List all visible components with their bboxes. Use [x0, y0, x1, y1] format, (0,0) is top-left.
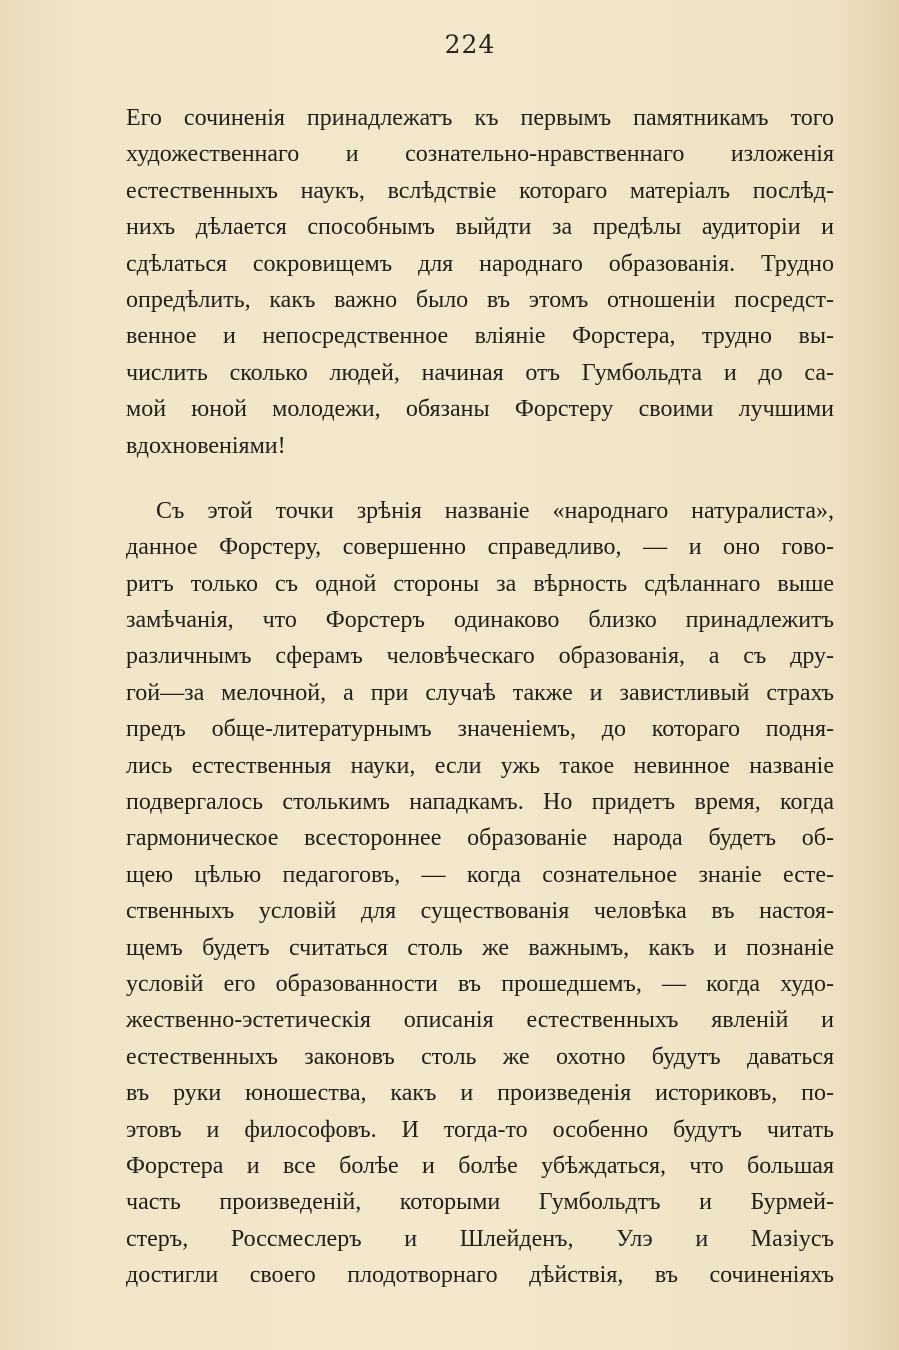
text-line: этовъ и философовъ. И тогда-то особенно будутъ читать [126, 1116, 834, 1143]
text-line: естественныхъ наукъ, вслѣдствіе котораго матеріалъ послѣд- [126, 177, 834, 204]
text-line: различнымъ сферамъ человѣческаго образованія, а съ дру- [126, 643, 834, 670]
text-line: достигли своего плодотворнаго дѣйствія, въ сочиненіяхъ [126, 1262, 834, 1289]
text-line: щемъ будетъ считаться столь же важнымъ, какъ и познаніе [126, 934, 834, 961]
text-line: предъ обще-литературнымъ значеніемъ, до котораго подня- [126, 716, 834, 743]
text-line: нихъ дѣлается способнымъ выйдти за предѣлы аудиторіи и [126, 214, 834, 241]
text-line: въ руки юношества, какъ и произведенія историковъ, по- [126, 1080, 834, 1107]
text-line: ритъ только съ одной стороны за вѣрность сдѣланнаго выше [126, 570, 834, 597]
text-line: гой—за мелочной, а при случаѣ также и завистливый страхъ [126, 679, 834, 706]
text-line: стеръ, Россмеслеръ и Шлейденъ, Улэ и Мазіусъ [126, 1225, 834, 1252]
text-line: щею цѣлью педагоговъ, — когда сознательное знаніе есте- [126, 861, 834, 888]
text-line: художественнаго и сознательно-нравственнаго изложенія [126, 141, 834, 168]
page-number: 224 [444, 30, 496, 59]
text-line: естественныхъ законовъ столь же охотно будутъ даваться [126, 1043, 834, 1070]
text-line: Его сочиненія принадлежатъ къ первымъ памятникамъ того [126, 105, 834, 131]
text-line: Форстера и все болѣе и болѣе убѣждаться, что большая [126, 1152, 834, 1179]
text-line: замѣчанія, что Форстеръ одинаково близко принадлежитъ [126, 607, 834, 634]
body-text [126, 100, 834, 1294]
paragraph-gap [126, 464, 834, 493]
text-line: жественно-эстетическія описанія естественныхъ явленій и [126, 1007, 834, 1034]
text-line: условій его образованности въ прошедшемъ, — когда худо- [126, 970, 834, 997]
text-line: сдѣлаться сокровищемъ для народнаго образованія. Трудно [126, 250, 834, 277]
text-line: лись естественныя науки, если ужь такое невинное названіе [126, 752, 834, 779]
text-line: вдохновеніями! [126, 432, 286, 459]
text-line: числить сколько людей, начиная отъ Гумбольдта и до са- [126, 359, 834, 386]
text-line: Съ этой точки зрѣнія названіе «народнаго натуралиста», [156, 497, 834, 524]
text-line: данное Форстеру, совершенно справедливо, — и оно гово- [126, 534, 834, 561]
text-line: подвергалось столькимъ нападкамъ. Но придетъ время, когда [126, 789, 834, 816]
paragraph-1 [126, 100, 834, 464]
text-line: гармоническое всестороннее образованіе народа будетъ об- [126, 825, 834, 852]
paragraph-2 [126, 493, 834, 1294]
text-line: ственныхъ условій для существованія человѣка въ настоя- [126, 898, 834, 925]
text-line: венное и непосредственное вліяніе Форстера, трудно вы- [126, 323, 834, 350]
text-line: мой юной молодежи, обязаны Форстеру своими лучшими [126, 396, 834, 423]
text-line: опредѣлить, какъ важно было въ этомъ отношеніи посредст- [126, 286, 834, 313]
text-line: часть произведеній, которыми Гумбольдтъ и Бурмей- [126, 1189, 834, 1216]
